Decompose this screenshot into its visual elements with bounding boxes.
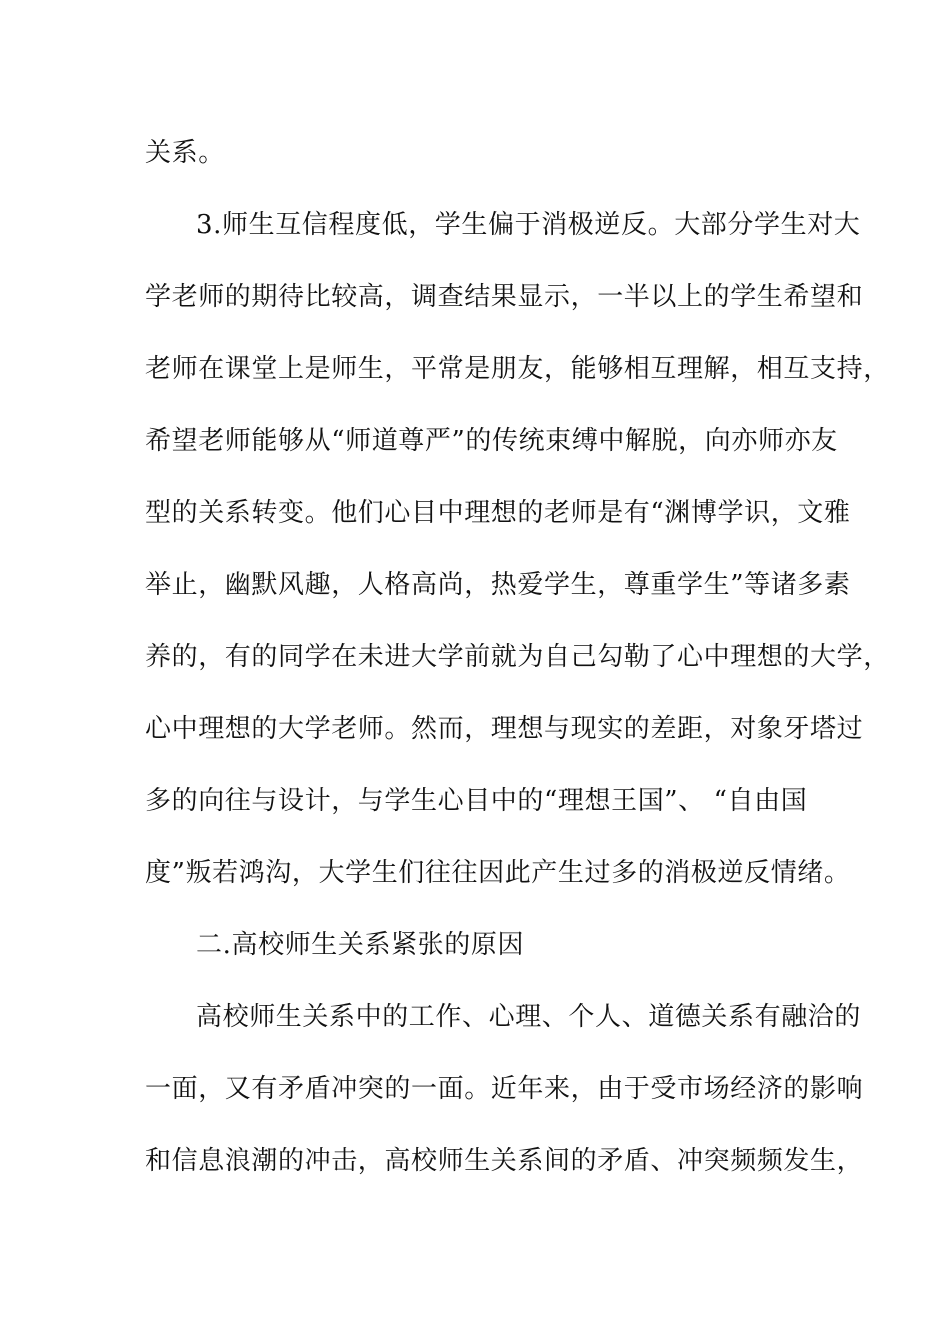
text-line: 学老师的期待比较高，调查结果显示，一半以上的学生希望和 <box>145 282 864 312</box>
text-line: 型的关系转变。他们心目中理想的老师是有“渊博学识，文雅 <box>145 498 851 528</box>
paragraph-heading-line: 3.师生互信程度低，学生偏于消极逆反。大部分学生对大 <box>196 210 861 240</box>
text-line: 心中理想的大学老师。然而，理想与现实的差距，对象牙塔过 <box>145 714 864 744</box>
section-heading: 二.高校师生关系紧张的原因 <box>196 930 525 960</box>
paragraph-first-line: 高校师生关系中的工作、心理、个人、道德关系有融洽的 <box>196 1002 862 1032</box>
text-line: 度”叛若鸿沟，大学生们往往因此产生过多的消极逆反情绪。 <box>145 858 851 888</box>
text-line: 一面，又有矛盾冲突的一面。近年来，由于受市场经济的影响 <box>145 1074 864 1104</box>
text-line: 多的向往与设计，与学生心目中的“理想王国”、 “自由国 <box>145 786 808 816</box>
text-line: 举止，幽默风趣，人格高尚，热爱学生，尊重学生”等诸多素 <box>145 570 851 600</box>
text-line: 和信息浪潮的冲击，高校师生关系间的矛盾、冲突频频发生， <box>145 1146 864 1176</box>
text-line: 希望老师能够从“师道尊严”的传统束缚中解脱，向亦师亦友 <box>145 426 838 456</box>
text-line: 关系。 <box>145 138 225 168</box>
text-line: 老师在课堂上是师生，平常是朋友，能够相互理解，相互支持， <box>145 354 890 384</box>
text-line: 养的，有的同学在未进大学前就为自己勾勒了心中理想的大学， <box>145 642 890 672</box>
